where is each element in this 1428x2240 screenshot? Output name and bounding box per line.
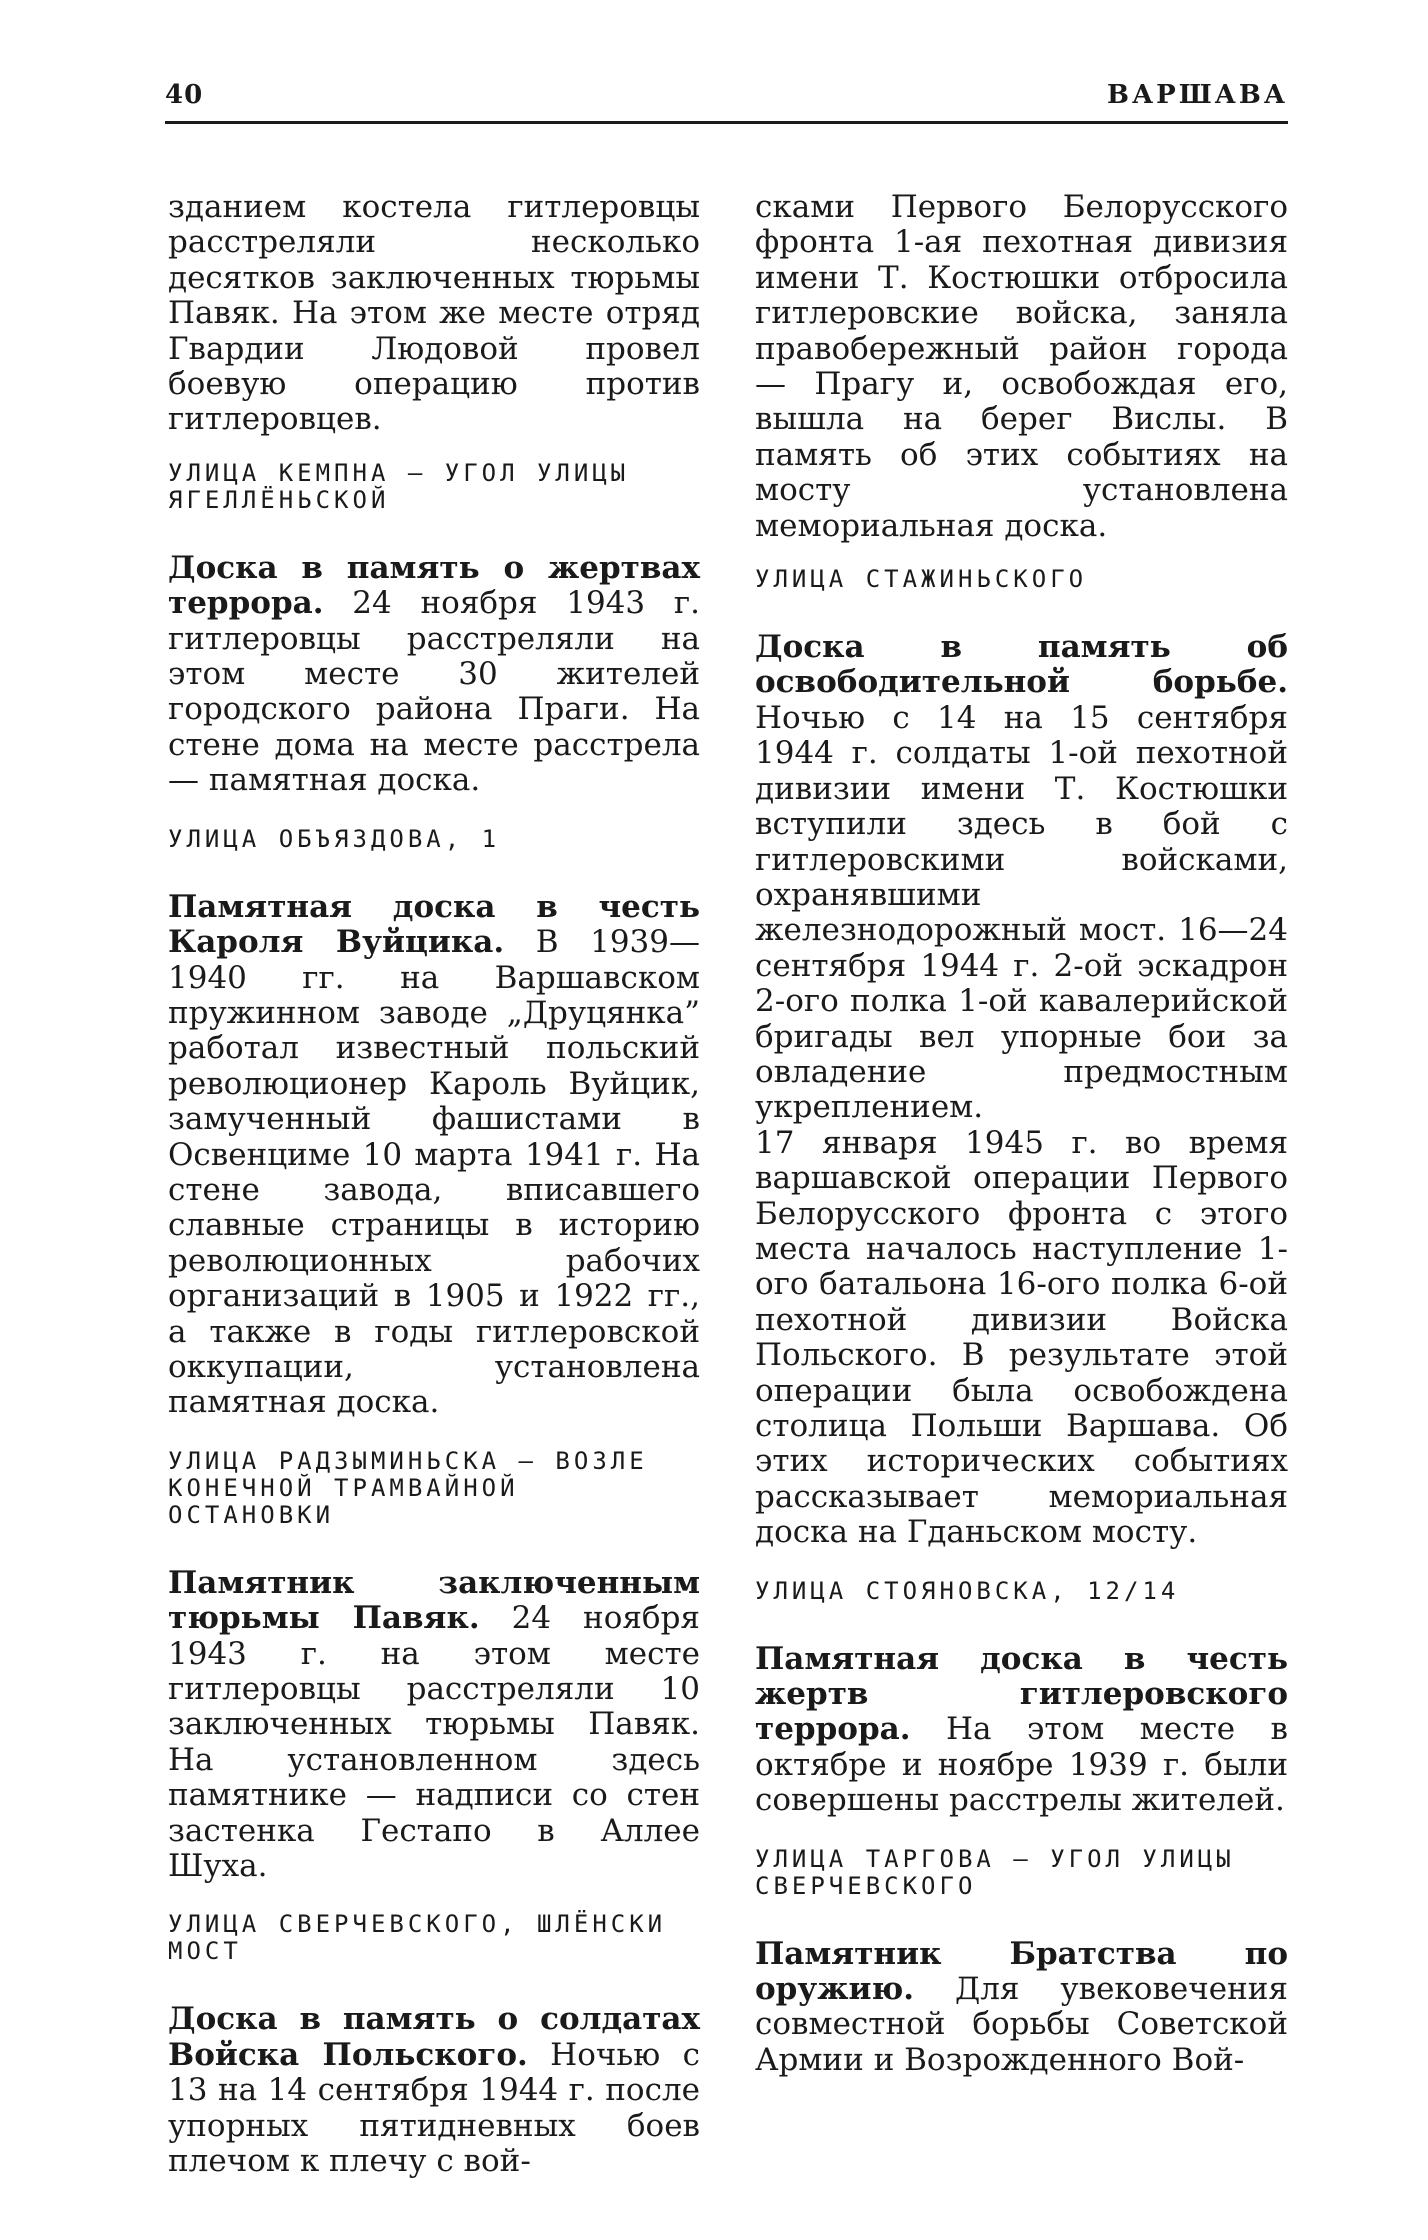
street-heading: УЛИЦА СТОЯНОВСКА, 12/14 bbox=[755, 1576, 1180, 1605]
entry-text: 24 ноября 1943 г. на этом месте гитлеровцы расстреляли 10 заключенных тюрьмы Павяк. На установленном здесь памятнике — надписи со стен застенка Гестапо в Аллее Шуха. bbox=[168, 1600, 700, 1885]
entry-title: Памятник Братства по оружию. bbox=[755, 1935, 1288, 2008]
entry-text: Ночью с 13 на 14 сентября 1944 г. после упорных пятидневных боев плечом к плечу с вой- bbox=[168, 2036, 700, 2180]
entry-text: 24 ноября 1943 г. гитлеровцы расстреляли на этом месте 30 жителей городского района Праги. На стене дома на месте расстрела — памятная доска. bbox=[168, 585, 700, 799]
entry-paragraph bbox=[168, 2002, 700, 2179]
entry-paragraph bbox=[168, 1566, 700, 1885]
street-heading: УЛИЦА ОБЪЯЗДОВА, 1 bbox=[168, 824, 501, 853]
right-column bbox=[755, 190, 1288, 2078]
entry-paragraph bbox=[168, 890, 700, 1421]
entry-paragraph bbox=[168, 551, 700, 799]
street-heading: УЛИЦА КЕМПНА — УГОЛ УЛИЦЫ ЯГЕЛЛЁНЬСКОЙ bbox=[168, 458, 630, 514]
header-rule bbox=[165, 121, 1288, 124]
page-header bbox=[165, 76, 1288, 116]
entry-text: Для увековечения совместной борьбы Советской Армии и Возрожденного Вой- bbox=[755, 1971, 1288, 2078]
entry-title: Памятная доска в честь Кароля Вуйцика. bbox=[168, 888, 700, 961]
left-column bbox=[168, 190, 700, 2179]
entry-paragraph bbox=[755, 630, 1288, 1126]
street-heading: УЛИЦА СТАЖИНЬСКОГО bbox=[755, 565, 1088, 594]
street-heading: УЛИЦА ТАРГОВА — УГОЛ УЛИЦЫ СВЕРЧЕВСКОГО bbox=[755, 1844, 1235, 1900]
street-heading: УЛИЦА РАДЗЫМИНЬСКА — ВОЗЛЕ КОНЕЧНОЙ ТРАМВАЙНОЙ ОСТАНОВКИ bbox=[168, 1446, 648, 1529]
entry-paragraph bbox=[755, 1642, 1288, 1819]
entry-title: Памятная доска в честь жертв гитлеровского террора. bbox=[755, 1640, 1288, 1748]
continued-paragraph: сками Первого Белорусского фронта 1-ая пехотная дивизия имени Т. Костюшки отбросила гитлеровские войска, заняла правобережный район города — Прагу и, освобождая его, вышла на берег Вислы. В память об этих событиях на мосту установлена мемориальная доска. bbox=[755, 189, 1288, 544]
entry-text: В 1939—1940 гг. на Варшавском пружинном заводе „Друцянка” работал известный польский революционер Кароль Вуйцик, замученный фашистами в Освенциме 10 марта 1941 г. На стене завода, вписавшего славные страницы в историю революционных рабочих организаций в 1905 и 1922 гг., а также в годы гитлеровской оккупации, установлена памятная доска. bbox=[168, 924, 701, 1421]
entry-title: Доска в память о солдатах Войска Польского. bbox=[168, 2001, 700, 2073]
entry-text: На этом месте в октябре и ноябре 1939 г. были совершены расстрелы жителей. bbox=[755, 1711, 1288, 1819]
entry-title: Памятник заключенным тюрьмы Павяк. bbox=[168, 1564, 700, 1637]
page-number: 40 bbox=[165, 80, 204, 110]
entry-title: Доска в память об освободительной борьбе. bbox=[755, 629, 1288, 701]
street-heading: УЛИЦА СВЕРЧЕВСКОГО, ШЛЁНСКИ МОСТ bbox=[168, 1910, 667, 1966]
running-title: ВАРШАВА bbox=[1107, 80, 1288, 110]
continued-paragraph: зданием костела гитлеровцы расстреляли несколько десятков заключенных тюрьмы Павяк. На этом же месте отряд Гвардии Людовой провел боевую операцию против гитлеровцев. bbox=[168, 189, 700, 438]
entry-paragraph bbox=[755, 1937, 1288, 2079]
entry-title: Доска в память о жертвах террора. bbox=[168, 549, 700, 622]
entry-text: Ночью с 14 на 15 сентября 1944 г. солдаты 1-ой пехотной дивизии имени Т. Костюшки вступили здесь в бой с гитлеровскими войсками, охранявшими железнодорожный мост. 16—24 сентября 1944 г. 2-ой эскадрон 2-ого полка 1-ой кавалерийской бригады вел упорные бои за овладение предмостным укреплением. bbox=[755, 699, 1288, 1126]
entry-paragraph-continued: 17 января 1945 г. во время варшавской операции Первого Белорусского фронта с этого места началось наступление 1-ого батальона 16-ого полка 6-ой пехотной дивизии Войска Польского. В результате этой операции была освобождена столица Польши Варшава. Об этих исторических событиях рассказывает мемориальная доска на Гданьском мосту. bbox=[755, 1124, 1288, 1551]
